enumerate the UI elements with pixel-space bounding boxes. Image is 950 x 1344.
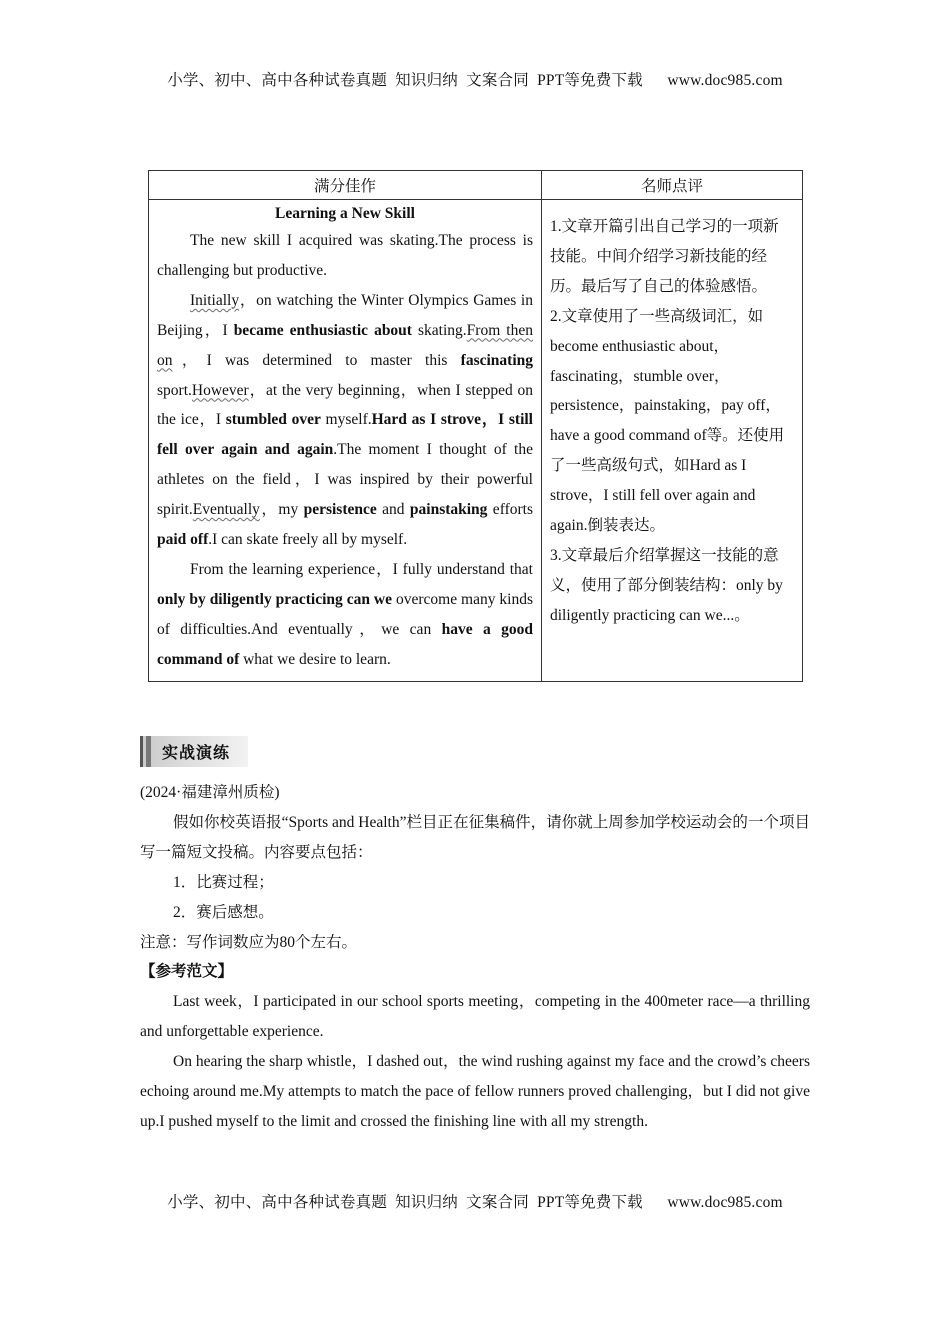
highlight-phrase: only by diligently practicing can we	[157, 590, 393, 608]
text-run: skating.	[411, 321, 467, 339]
col-header-model-essay: 满分佳作	[149, 171, 542, 200]
reference-label: 【参考范文】	[140, 962, 234, 981]
highlight-phrase: Hard as I strove，I still fell over again and again	[157, 411, 533, 459]
banner-title: 实战演练	[162, 743, 231, 762]
essay-paragraph-3	[157, 555, 533, 675]
text-run: sport.	[157, 381, 192, 399]
highlight-phrase: became enthusiastic about	[233, 321, 412, 339]
text-run: and	[376, 501, 410, 519]
marked-word-however: However	[191, 381, 249, 399]
exercise-point-1: 1．比赛过程；	[173, 873, 274, 891]
reference-paragraph-1: Last week，I participated in our school sports meeting，competing in the 400meter race—a thrilling and unforgettable experience.	[140, 993, 810, 1041]
highlight-phrase: fascinating	[460, 351, 533, 369]
banner-bar-icon	[146, 736, 151, 767]
essay-paragraph-2	[157, 286, 533, 555]
exercise-source: (2024·福建漳州质检)	[140, 784, 280, 801]
essay-table	[148, 170, 803, 682]
essay-paragraph-1: The new skill I acquired was skating.The process is challenging but productive.	[157, 232, 533, 279]
highlight-phrase: have a good command of	[157, 620, 533, 668]
marked-word-initially: Initially	[190, 291, 240, 309]
comment-3: 3.文章最后介绍掌握这一技能的意义，使用了部分倒装结构：only by diligently practicing can we...。	[550, 546, 783, 624]
col-header-teacher-comment: 名师点评	[542, 171, 803, 200]
model-essay-cell	[149, 200, 542, 682]
exercise-section	[140, 778, 810, 1137]
text-run: myself.	[320, 411, 372, 429]
teacher-comment-cell	[542, 200, 803, 682]
banner-bar-icon	[140, 736, 143, 767]
highlight-phrase: persistence	[303, 501, 377, 519]
text-run: .The moment I thought of the athletes on the field，I was inspired by their powerful spirit.	[157, 441, 533, 519]
text-run: overcome many kinds of difficulties.And eventually，we can	[157, 590, 533, 638]
exercise-prompt: 假如你校英语报“Sports and Health”栏目正在征集稿件，请你就上周参加学校运动会的一个项目写一篇短文投稿。内容要点包括：	[140, 813, 810, 861]
text-run: ，on watching the Winter Olympics Games in Beijing，I	[157, 291, 533, 339]
text-run: From the learning experience，I fully understand that	[190, 560, 533, 578]
text-run: efforts	[487, 501, 533, 519]
text-run: ，I was determined to master this	[172, 351, 461, 369]
comment-1: 1.文章开篇引出自己学习的一项新技能。中间介绍学习新技能的经历。最后写了自己的体验感悟。	[550, 218, 779, 295]
highlight-phrase: paid off	[157, 531, 209, 549]
reference-paragraph-2: On hearing the sharp whistle，I dashed out，the wind rushing against my face and the crowd’s cheers echoing around me.My attempts to match the pace of fellow runners proved challenging，but I did not give up.I pushed myself to the limit and crossed the finishing line with all my strength.	[140, 1053, 810, 1130]
comment-2: 2.文章使用了一些高级词汇，如become enthusiastic about，fascinating，stumble over，persistence，painstaking，pay off，have a good command of等。还使用了一些高级句式，如Hard as I strove，I still fell over again and again.倒装表达。	[550, 307, 785, 535]
text-run: ，my	[259, 501, 304, 519]
marked-word-eventually: Eventually	[192, 501, 260, 519]
marked-word-from-then-on: From then on	[157, 321, 533, 369]
text-run: .I can skate freely all by myself.	[208, 531, 408, 549]
highlight-phrase: painstaking	[409, 501, 488, 519]
text-run: what we desire to learn.	[239, 650, 391, 668]
section-banner	[140, 736, 248, 767]
page-header: 小学、初中、高中各种试卷真题 知识归纳 文案合同 PPT等免费下载 www.doc985.com	[167, 72, 783, 89]
text-run: ，at the very beginning，when I stepped on the ice，I	[157, 381, 533, 429]
highlight-phrase: stumbled over	[225, 411, 321, 429]
exercise-note: 注意：写作词数应为80个左右。	[140, 933, 358, 951]
page-footer: 小学、初中、高中各种试卷真题 知识归纳 文案合同 PPT等免费下载 www.doc985.com	[167, 1194, 783, 1211]
exercise-point-2: 2．赛后感想。	[173, 903, 274, 921]
essay-title: Learning a New Skill	[275, 205, 415, 222]
